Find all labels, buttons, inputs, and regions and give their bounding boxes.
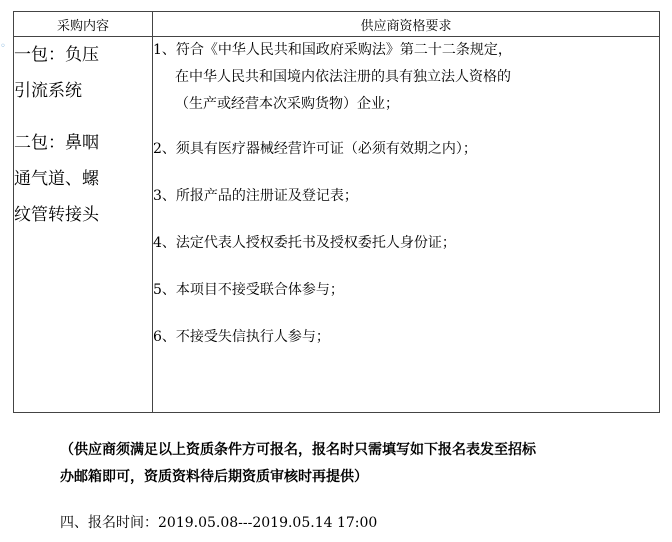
requirement-6	[153, 327, 659, 347]
registration-notice	[60, 437, 650, 491]
requirement-3	[153, 186, 659, 206]
requirement-1-line: 1、符合《中华人民共和国政府采购法》第二十二条规定，	[153, 42, 512, 58]
requirement-1	[153, 37, 659, 118]
requirements-cell	[153, 37, 660, 413]
lot-two-line: 通气道、螺	[14, 169, 99, 189]
lot-one-line: 一包：负压	[14, 45, 99, 65]
lot-one-line: 引流系统	[14, 81, 82, 101]
lot-two-line: 纹管转接头	[14, 205, 99, 225]
lot-one	[14, 37, 152, 109]
header-procurement-content: 采购内容	[14, 12, 153, 37]
requirement-1-line: （生产或经营本次采购货物）企业；	[175, 96, 399, 112]
lot-two-line: 二包：鼻咽	[14, 133, 99, 153]
table-body-row	[14, 37, 660, 413]
qualification-table	[13, 11, 660, 413]
requirement-4	[153, 233, 659, 253]
requirement-4-text: 4、法定代表人授权委托书及授权委托人身份证；	[153, 235, 456, 251]
table-header-row	[14, 12, 660, 37]
requirement-2-text: 2、须具有医疗器械经营许可证（必须有效期之内）；	[153, 141, 477, 157]
requirement-1-line: 在中华人民共和国境内依法注册的具有独立法人资格的	[175, 69, 511, 85]
requirement-5-text: 5、本项目不接受联合体参与；	[153, 282, 344, 298]
procurement-items-cell	[14, 37, 153, 413]
requirement-3-text: 3、所报产品的注册证及登记表；	[153, 188, 358, 204]
requirement-6-text: 6、不接受失信执行人参与；	[153, 329, 330, 345]
lot-two	[14, 125, 152, 233]
requirement-2	[153, 139, 659, 159]
registration-time: 四、报名时间：2019.05.08---2019.05.14 17:00	[60, 515, 378, 531]
notice-line: （供应商须满足以上资质条件方可报名，报名时只需填写如下报名表发至招标	[60, 442, 536, 458]
notice-line: 办邮箱即可，资质资料待后期资质审核时再提供）	[60, 469, 368, 485]
header-supplier-requirements: 供应商资格要求	[153, 12, 660, 37]
requirement-5	[153, 280, 659, 300]
margin-marker-icon: ◦	[0, 41, 6, 52]
